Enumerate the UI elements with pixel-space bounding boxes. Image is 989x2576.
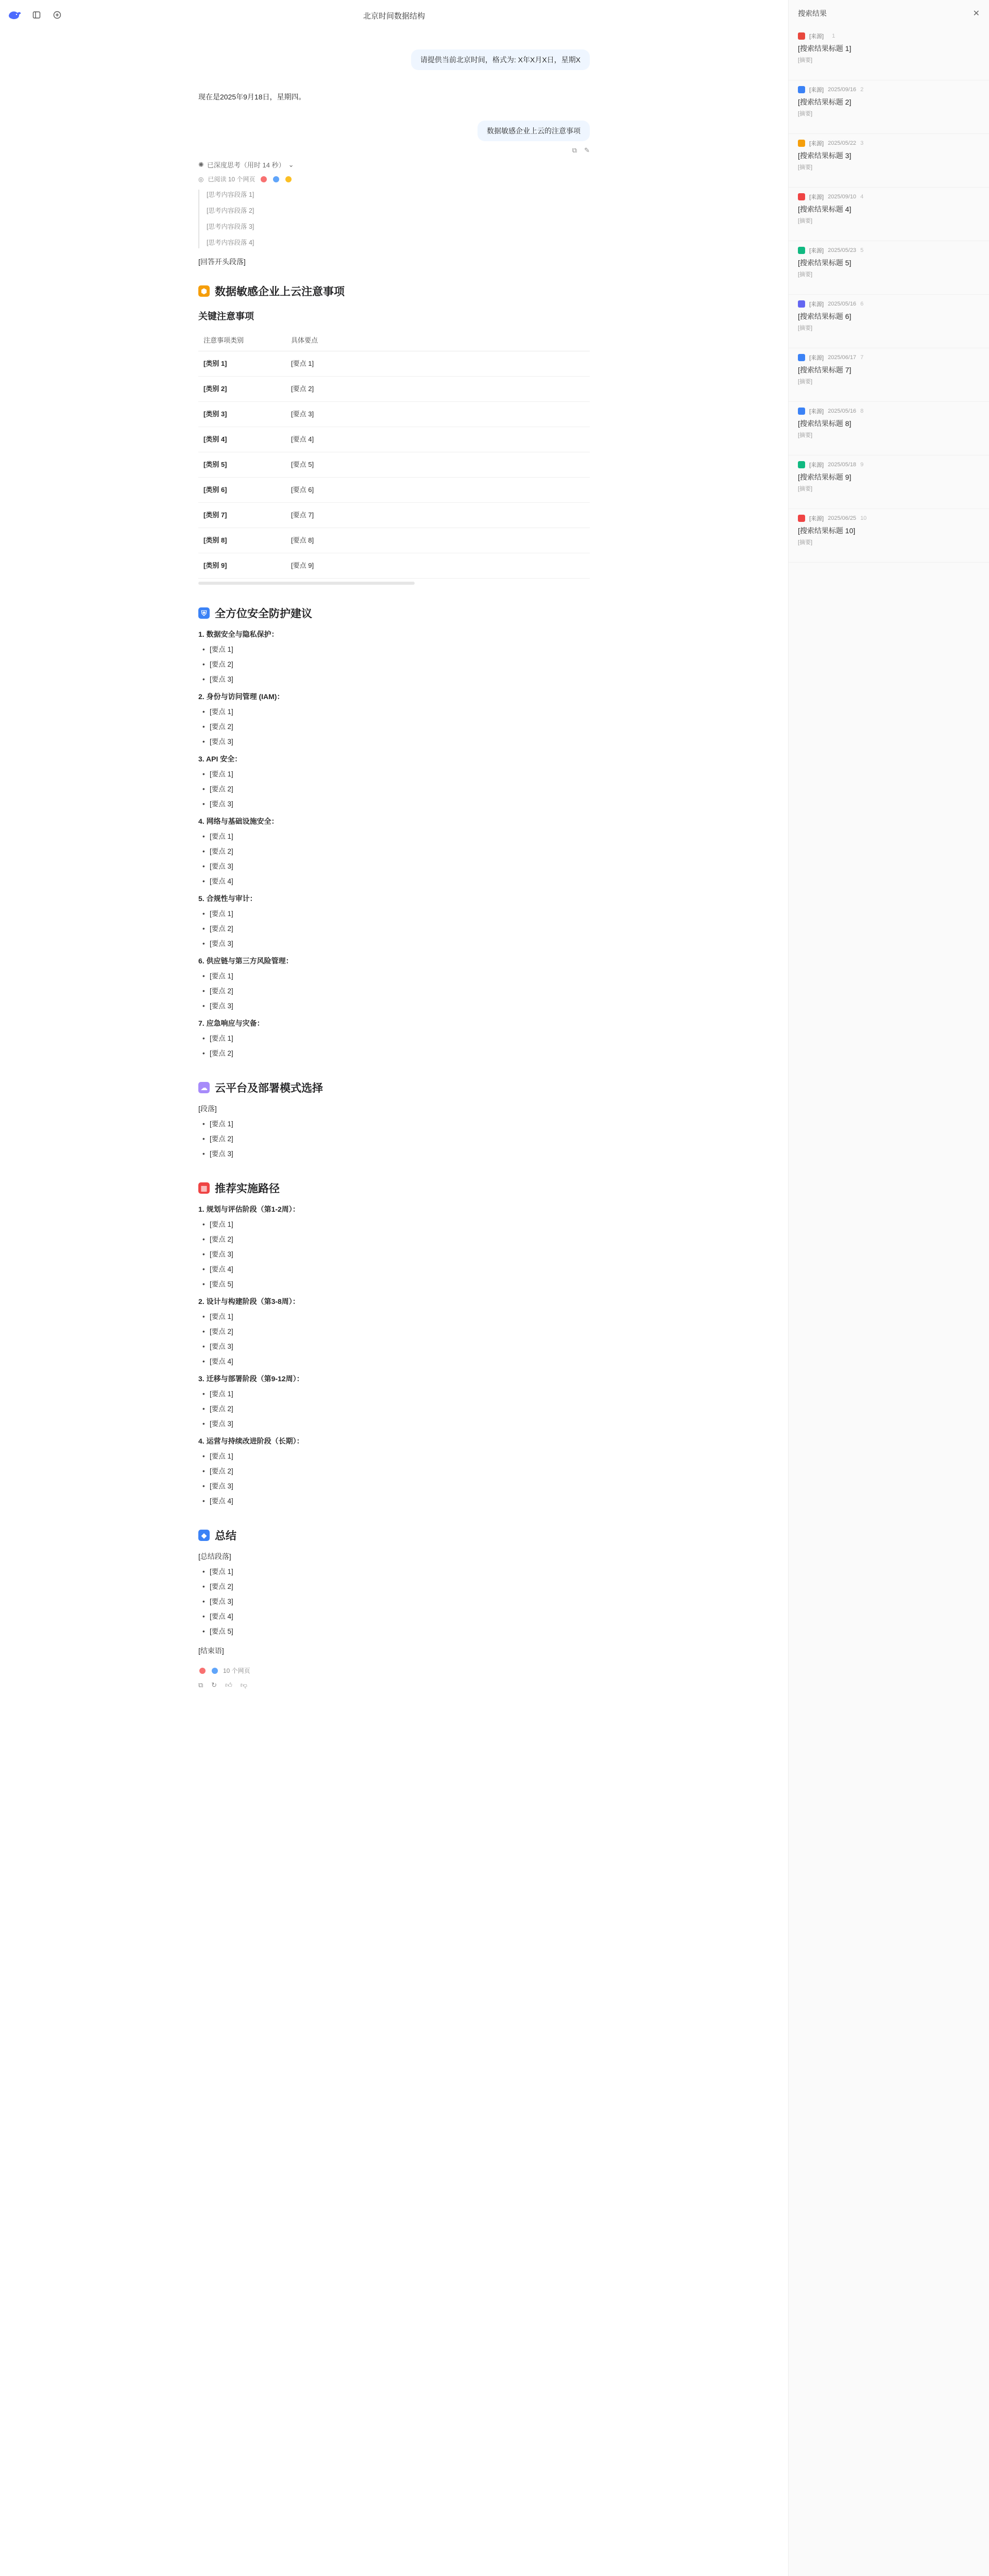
result-index: 7 <box>860 354 864 361</box>
result-index: 9 <box>860 462 864 468</box>
table-cell: [类别 7] <box>198 503 286 528</box>
result-date: 2025/05/16 <box>828 301 857 307</box>
table-cell: [要点 4] <box>286 427 590 452</box>
result-index: 3 <box>860 140 864 146</box>
table-cell: [要点 6] <box>286 478 590 503</box>
list-item: • [要点 3] <box>210 798 590 810</box>
list-item: • [要点 1] <box>210 831 590 842</box>
list-item: • [要点 2] <box>210 1047 590 1059</box>
section-intro: [段落] <box>198 1105 217 1113</box>
table-cell: [类别 6] <box>198 478 286 503</box>
result-snippet: [摘要] <box>798 432 813 438</box>
search-sources[interactable] <box>198 175 590 183</box>
thinking-paragraph: [思考内容段落 3] <box>207 223 254 230</box>
regenerate-icon[interactable]: ↻ <box>211 1681 217 1689</box>
section-heading <box>198 1080 590 1095</box>
result-snippet: [摘要] <box>798 164 813 171</box>
result-date: 2025/05/18 <box>828 462 857 468</box>
search-result[interactable] <box>789 134 989 188</box>
result-title[interactable]: [搜索结果标题 2] <box>798 98 851 106</box>
result-title[interactable]: [搜索结果标题 7] <box>798 366 851 374</box>
list-heading: 3. API 安全： <box>198 755 242 763</box>
site-favicon-icon <box>798 86 805 93</box>
result-snippet: [摘要] <box>798 111 813 117</box>
table-row <box>198 351 590 377</box>
section-heading <box>198 283 590 299</box>
thinking-content <box>198 190 590 248</box>
considerations-table <box>198 329 590 579</box>
message-actions <box>198 146 590 155</box>
table-cell: [类别 9] <box>198 553 286 579</box>
section-title: 推荐实施路径 <box>215 1183 280 1195</box>
result-site: [来源] <box>809 462 824 468</box>
result-meta <box>798 246 980 255</box>
column-header: 具体要点 <box>286 329 590 351</box>
result-site: [来源] <box>809 409 824 415</box>
table-row <box>198 452 590 478</box>
section-heading <box>198 605 590 621</box>
result-index: 10 <box>860 515 867 521</box>
source-count: 10 个网页 <box>223 1667 250 1674</box>
list-item: • [要点 4] <box>210 1355 590 1367</box>
search-count: 已阅读 10 个网页 <box>208 176 255 183</box>
site-favicon-icon <box>798 300 805 308</box>
table-cell: [要点 7] <box>286 503 590 528</box>
result-title[interactable]: [搜索结果标题 9] <box>798 473 851 481</box>
list-item: • [要点 2] <box>210 1133 590 1145</box>
copy-icon[interactable]: ⧉ <box>572 146 577 154</box>
chevron-down-icon: ⌄ <box>288 160 294 168</box>
result-site: [来源] <box>809 194 824 200</box>
table-cell: [类别 4] <box>198 427 286 452</box>
list-item: • [要点 1] <box>210 970 590 982</box>
thinking-paragraph: [思考内容段落 2] <box>207 207 254 214</box>
table-cell: [要点 8] <box>286 528 590 553</box>
result-site: [来源] <box>809 87 824 93</box>
list-item: • [要点 3] <box>210 1000 590 1012</box>
result-meta <box>798 407 980 415</box>
section-heading <box>198 1180 590 1196</box>
result-meta <box>798 461 980 469</box>
result-title[interactable]: [搜索结果标题 6] <box>798 312 851 320</box>
source-favicon <box>199 1668 206 1674</box>
result-title[interactable]: [搜索结果标题 5] <box>798 259 851 267</box>
table-cell: [要点 1] <box>286 351 590 377</box>
search-result[interactable] <box>789 455 989 509</box>
list-item: • [要点 2] <box>210 658 590 670</box>
list-item: • [要点 1] <box>210 643 590 655</box>
thinking-paragraph: [思考内容段落 1] <box>207 191 254 198</box>
result-index: 2 <box>860 87 864 93</box>
answer-intro: [回答开头段落] <box>198 258 246 266</box>
thinking-toggle[interactable] <box>198 160 590 170</box>
list-heading: 5. 合规性与审计： <box>198 894 257 903</box>
list-item: • [要点 1] <box>210 1388 590 1400</box>
table-cell: [类别 8] <box>198 528 286 553</box>
list-item: • [要点 4] <box>210 1495 590 1507</box>
site-favicon-icon <box>798 193 805 200</box>
result-snippet: [摘要] <box>798 57 813 63</box>
site-favicon-icon <box>798 408 805 415</box>
table-row <box>198 478 590 503</box>
thinking-label: 已深度思考（用时 14 秒） <box>207 161 285 169</box>
list-item: • [要点 2] <box>210 721 590 733</box>
list-item: • [要点 1] <box>210 908 590 920</box>
globe-icon: ◎ <box>198 175 204 183</box>
list-heading: 1. 数据安全与隐私保护： <box>198 630 279 638</box>
section-heading <box>198 1528 590 1543</box>
site-favicon-icon <box>798 32 805 40</box>
table-row <box>198 377 590 402</box>
result-date: 2025/05/16 <box>828 408 857 414</box>
list-heading: 1. 规划与评估阶段（第1-2周）： <box>198 1205 300 1213</box>
thinking-icon: ✺ <box>198 160 204 168</box>
list-item: • [要点 1] <box>210 1218 590 1230</box>
list-item: • [要点 3] <box>210 1148 590 1160</box>
search-result[interactable] <box>789 509 989 563</box>
list-item: • [要点 1] <box>210 768 590 780</box>
site-favicon-icon <box>798 461 805 468</box>
assistant-answer-1: 现在是2025年9月18日，星期四。 <box>198 93 306 101</box>
table-row <box>198 553 590 579</box>
table-scrollbar[interactable] <box>198 582 415 585</box>
result-title[interactable]: [搜索结果标题 10] <box>798 527 856 535</box>
list-item <box>198 1017 590 1059</box>
user-message <box>198 121 590 141</box>
search-results-panel <box>788 0 989 2576</box>
implementation-list <box>198 1203 590 1507</box>
search-result[interactable] <box>789 80 989 134</box>
search-result[interactable] <box>789 241 989 295</box>
result-index: 8 <box>860 408 864 414</box>
panel-title: 搜索结果 <box>798 9 827 18</box>
result-snippet: [摘要] <box>798 272 813 278</box>
list-item: • [要点 2] <box>210 783 590 795</box>
close-icon[interactable]: ✕ <box>973 9 980 18</box>
source-favicon <box>285 176 292 182</box>
table-row <box>198 402 590 427</box>
summary-intro: [总结段落] <box>198 1552 231 1561</box>
list-item <box>198 892 590 950</box>
results-list <box>789 27 989 563</box>
result-date: 2025/06/17 <box>828 354 857 361</box>
result-title[interactable]: [搜索结果标题 3] <box>798 151 851 160</box>
result-site: [来源] <box>809 301 824 308</box>
result-snippet: [摘要] <box>798 486 813 492</box>
result-snippet: [摘要] <box>798 218 813 224</box>
list-item: • [要点 3] <box>210 736 590 748</box>
result-meta <box>798 139 980 147</box>
table-header <box>198 329 590 351</box>
table-row <box>198 427 590 452</box>
list-item <box>198 1203 590 1290</box>
list-item: • [要点 1] <box>210 706 590 718</box>
result-snippet: [摘要] <box>798 325 813 331</box>
list-item: • [要点 3] <box>210 1248 590 1260</box>
table-cell: [要点 3] <box>286 402 590 427</box>
list-item: • [要点 5] <box>210 1625 590 1637</box>
table-row <box>198 503 590 528</box>
sub-heading: 关键注意事项 <box>198 311 254 321</box>
list-item: • [要点 2] <box>210 1233 590 1245</box>
thumbs-down-icon[interactable]: 👎︎ <box>240 1681 247 1689</box>
calendar-icon: ▦ <box>198 1182 210 1194</box>
table-cell: [要点 9] <box>286 553 590 579</box>
list-item <box>198 1295 590 1367</box>
list-heading: 7. 应急响应与灾备： <box>198 1019 264 1027</box>
table-cell: [类别 5] <box>198 452 286 478</box>
protection-list <box>198 628 590 1059</box>
list-item: • [要点 3] <box>210 1480 590 1492</box>
section-title: 云平台及部署模式选择 <box>215 1082 323 1094</box>
list-item <box>198 815 590 887</box>
result-site: [来源] <box>809 33 824 40</box>
source-favicon <box>261 176 267 182</box>
list-heading: 2. 设计与构建阶段（第3-8周）： <box>198 1297 300 1306</box>
site-favicon-icon <box>798 247 805 254</box>
result-snippet: [摘要] <box>798 379 813 385</box>
search-result[interactable] <box>789 348 989 402</box>
result-snippet: [摘要] <box>798 539 813 546</box>
list-item: • [要点 3] <box>210 673 590 685</box>
table-cell: [类别 2] <box>198 377 286 402</box>
column-header: 注意事项类别 <box>198 329 286 351</box>
result-date: 2025/05/23 <box>828 247 857 253</box>
table-cell: [要点 2] <box>286 377 590 402</box>
list-item: • [要点 1] <box>210 1311 590 1323</box>
list-heading: 4. 运营与持续改进阶段（长期）： <box>198 1437 304 1445</box>
list-item: • [要点 4] <box>210 1611 590 1622</box>
result-title[interactable]: [搜索结果标题 8] <box>798 419 851 428</box>
result-index: 5 <box>860 247 864 253</box>
list-item: • [要点 1] <box>210 1450 590 1462</box>
table-cell: [类别 3] <box>198 402 286 427</box>
search-result[interactable] <box>789 402 989 455</box>
answer-sources[interactable] <box>198 1666 590 1675</box>
section-title: 总结 <box>215 1530 236 1542</box>
search-result[interactable] <box>789 295 989 348</box>
result-site: [来源] <box>809 516 824 522</box>
search-result[interactable] <box>789 188 989 241</box>
result-index: 1 <box>832 33 835 39</box>
list-item <box>198 753 590 810</box>
cloud-icon: ☁ <box>198 1082 210 1093</box>
result-index: 6 <box>860 301 864 307</box>
list-item: • [要点 4] <box>210 1263 590 1275</box>
list-heading: 3. 迁移与部署阶段（第9-12周）： <box>198 1375 304 1383</box>
list-item <box>198 1435 590 1507</box>
user-message-text: 数据敏感企业上云的注意事项 <box>478 121 590 141</box>
result-site: [来源] <box>809 248 824 254</box>
result-meta <box>798 32 980 40</box>
thumbs-up-icon[interactable]: 👍︎ <box>225 1681 232 1689</box>
list-item <box>198 1372 590 1430</box>
list-heading: 6. 供应链与第三方风险管理： <box>198 957 293 965</box>
result-date: 2025/09/16 <box>828 87 857 93</box>
site-favicon-icon <box>798 515 805 522</box>
answer-actions <box>198 1681 590 1689</box>
user-message <box>198 49 590 70</box>
thinking-paragraph: [思考内容段落 4] <box>207 239 254 246</box>
list-item: • [要点 3] <box>210 938 590 950</box>
result-index: 4 <box>860 194 864 200</box>
list-item: • [要点 3] <box>210 1596 590 1607</box>
summary-outro: [结束语] <box>198 1647 224 1655</box>
result-date: 2025/06/25 <box>828 515 857 521</box>
edit-icon[interactable]: ✎ <box>584 146 590 154</box>
result-site: [来源] <box>809 141 824 147</box>
result-meta <box>798 514 980 522</box>
list-item: • [要点 2] <box>210 1581 590 1592</box>
user-message-text: 请提供当前北京时间，格式为: X年X月X日，星期X <box>411 49 590 70</box>
panel-header <box>789 0 989 27</box>
result-meta <box>798 300 980 308</box>
result-meta <box>798 193 980 201</box>
result-date: 2025/09/10 <box>828 194 857 200</box>
chat-title: 北京时间数据结构 <box>363 12 425 21</box>
list-item: • [要点 2] <box>210 985 590 997</box>
diamond-icon: ◆ <box>198 1530 210 1541</box>
source-favicon <box>273 176 279 182</box>
table-row <box>198 528 590 553</box>
lock-icon: ⬢ <box>198 285 210 297</box>
site-favicon-icon <box>798 140 805 147</box>
copy-icon[interactable]: ⧉ <box>198 1681 203 1689</box>
list-item: • [要点 1] <box>210 1566 590 1578</box>
list-item: • [要点 3] <box>210 1418 590 1430</box>
list-item: • [要点 2] <box>210 1403 590 1415</box>
section-title: 全方位安全防护建议 <box>215 608 312 620</box>
list-item: • [要点 2] <box>210 1465 590 1477</box>
result-date: 2025/05/22 <box>828 140 857 146</box>
result-meta <box>798 86 980 94</box>
list-item <box>198 955 590 1012</box>
list-item: • [要点 2] <box>210 1326 590 1337</box>
site-favicon-icon <box>798 354 805 361</box>
list-item: • [要点 5] <box>210 1278 590 1290</box>
result-title[interactable]: [搜索结果标题 4] <box>798 205 851 213</box>
table-cell: [要点 5] <box>286 452 590 478</box>
result-title[interactable]: [搜索结果标题 1] <box>798 44 851 53</box>
shield-icon: ⛨ <box>198 607 210 619</box>
source-favicon <box>212 1668 218 1674</box>
result-meta <box>798 353 980 362</box>
table-cell: [类别 1] <box>198 351 286 377</box>
list-item: • [要点 2] <box>210 923 590 935</box>
list-item: • [要点 1] <box>210 1118 590 1130</box>
list-item: • [要点 1] <box>210 1032 590 1044</box>
conversation <box>198 31 590 2576</box>
list-item: • [要点 3] <box>210 1341 590 1352</box>
list-heading: 4. 网络与基础设施安全： <box>198 817 279 825</box>
list-item: • [要点 4] <box>210 875 590 887</box>
section-title: 数据敏感企业上云注意事项 <box>215 286 345 298</box>
list-heading: 2. 身份与访问管理 (IAM)： <box>198 692 284 701</box>
summary-list <box>198 1566 590 1637</box>
list-item: • [要点 2] <box>210 845 590 857</box>
result-site: [来源] <box>809 355 824 361</box>
list-item: • [要点 3] <box>210 860 590 872</box>
list-item <box>198 690 590 748</box>
list-item <box>198 628 590 685</box>
search-result[interactable] <box>789 27 989 80</box>
deployment-list <box>198 1118 590 1160</box>
